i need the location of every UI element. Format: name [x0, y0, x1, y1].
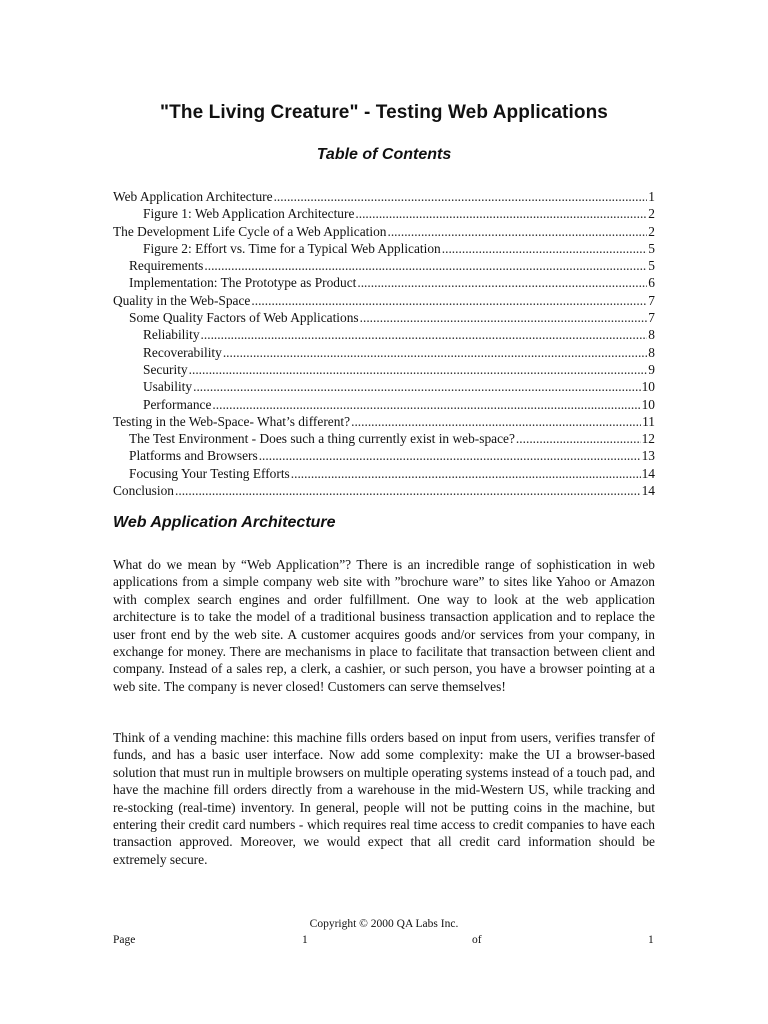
toc-entry-label: Web Application Architecture — [113, 189, 273, 204]
toc-entry-page: 9 — [648, 361, 655, 377]
toc-entry-page: 2 — [648, 206, 655, 222]
toc-entry-page: 7 — [648, 310, 655, 326]
toc-entry-label: Focusing Your Testing Efforts — [129, 465, 290, 481]
toc-entry-page: 11 — [642, 413, 655, 429]
toc-entry-label: Implementation: The Prototype as Product — [129, 275, 357, 291]
table-of-contents — [113, 188, 655, 499]
toc-entry-page: 8 — [648, 327, 655, 343]
toc-entry-page: 1 — [648, 189, 655, 204]
toc-leader-dots — [259, 447, 641, 464]
toc-entry-page: 8 — [648, 344, 655, 360]
toc-entry-label: Performance — [143, 396, 212, 412]
section-heading: Web Application Architecture — [113, 514, 336, 531]
toc-entry-page: 2 — [648, 223, 655, 239]
toc-leader-dots — [201, 326, 648, 343]
toc-leader-dots — [251, 292, 647, 309]
toc-entry-label: Conclusion — [113, 483, 175, 499]
toc-leader-dots — [212, 396, 640, 413]
toc-entry[interactable] — [113, 240, 655, 257]
footer-total-pages: 1 — [648, 934, 654, 946]
toc-entry-label: Quality in the Web-Space — [113, 292, 251, 308]
toc-entry-label: The Test Environment - Does such a thing currently exist in web-space? — [129, 431, 515, 447]
toc-entry-page: 12 — [641, 431, 655, 447]
document-title: "The Living Creature" - Testing Web Applications — [160, 102, 608, 123]
footer-of-label: of — [472, 934, 482, 946]
toc-leader-dots — [223, 344, 647, 361]
toc-entry-label: Some Quality Factors of Web Applications — [129, 310, 359, 326]
toc-entry-label: Figure 1: Web Application Architecture — [143, 206, 355, 222]
footer-page-number: 1 — [302, 934, 308, 946]
toc-leader-dots — [291, 465, 641, 482]
toc-entry[interactable] — [113, 309, 655, 326]
toc-entry[interactable] — [113, 274, 655, 291]
body-paragraph-2: Think of a vending machine: this machine fills orders based on input from users, verifies transfer of funds, and has a basic user interface. Now add some complexity: make the UI a browser-based solution that must run in multiple browsers on multiple operating systems instead of a touch pad, and have the machine fill orders directly from a warehouse in the mid-Western US, while tracking and re-stocking (real-time) inventory. In general, people will not be putting coins in the machine, but entering their credit card numbers - which requires real time access to credit companies to have each transaction approved. Moreover, we would expect that all credit card information should be extremely secure. — [113, 730, 655, 867]
toc-leader-dots — [442, 240, 648, 257]
toc-entry[interactable] — [113, 430, 655, 447]
body-paragraph-1: What do we mean by “Web Application”? There is an incredible range of sophistication in web applications from a simple company web site with ”brochure ware” to sites like Yahoo or Amazon with complex search engines and order fulfillment. One way to look at the web application architecture is to take the model of a traditional business transaction application and to replace the user front end by the web site. A customer acquires goods and/or services from your company, in exchange for money. There are mechanisms in place to facilitate that transaction between client and company. Instead of a sales rep, a clerk, a cashier, or such person, you have a browser pointing at a web site. The company is never closed! Customers can serve themselves! — [113, 557, 655, 694]
toc-entry[interactable] — [113, 361, 655, 378]
toc-entry[interactable] — [113, 223, 655, 240]
toc-leader-dots — [387, 223, 647, 240]
toc-entry-page: 13 — [641, 448, 655, 464]
toc-entry[interactable] — [113, 378, 655, 395]
toc-leader-dots — [189, 361, 648, 378]
toc-entry[interactable] — [113, 326, 655, 343]
toc-entry-page: 5 — [648, 258, 655, 274]
toc-entry[interactable] — [113, 413, 655, 430]
toc-entry-page: 14 — [641, 483, 655, 499]
toc-entry[interactable] — [113, 257, 655, 274]
footer-page-label: Page — [113, 934, 136, 946]
toc-leader-dots — [175, 482, 641, 499]
toc-entry-label: Security — [143, 361, 188, 377]
toc-entry-page: 14 — [641, 465, 655, 481]
toc-entry[interactable] — [113, 447, 655, 464]
toc-entry-page: 10 — [641, 379, 655, 395]
toc-entry[interactable] — [113, 188, 655, 205]
toc-entry-page: 10 — [641, 396, 655, 412]
toc-entry[interactable] — [113, 205, 655, 222]
toc-entry-label: The Development Life Cycle of a Web Application — [113, 223, 387, 239]
toc-entry-page: 5 — [648, 240, 655, 256]
toc-leader-dots — [193, 378, 641, 395]
toc-entry-label: Testing in the Web-Space- What’s different? — [113, 413, 351, 429]
toc-leader-dots — [516, 430, 641, 447]
toc-entry-label: Requirements — [129, 258, 204, 274]
toc-entry[interactable] — [113, 396, 655, 413]
toc-entry-page: 7 — [648, 292, 655, 308]
toc-entry-label: Usability — [143, 379, 193, 395]
toc-entry[interactable] — [113, 344, 655, 361]
toc-leader-dots — [204, 257, 647, 274]
toc-heading: Table of Contents — [316, 146, 452, 163]
toc-entry[interactable] — [113, 465, 655, 482]
toc-entry[interactable] — [113, 482, 655, 499]
toc-leader-dots — [360, 309, 648, 326]
toc-leader-dots — [274, 188, 648, 205]
toc-entry-page: 6 — [648, 275, 655, 291]
toc-leader-dots — [357, 274, 647, 291]
toc-entry-label: Reliability — [143, 327, 200, 343]
toc-entry-label: Figure 2: Effort vs. Time for a Typical Web Application — [143, 240, 441, 256]
toc-leader-dots — [355, 205, 647, 222]
toc-entry-label: Recoverability — [143, 344, 222, 360]
toc-entry-label: Platforms and Browsers — [129, 448, 258, 464]
footer-copyright: Copyright © 2000 QA Labs Inc. — [309, 918, 459, 930]
toc-entry[interactable] — [113, 292, 655, 309]
toc-leader-dots — [351, 413, 641, 430]
